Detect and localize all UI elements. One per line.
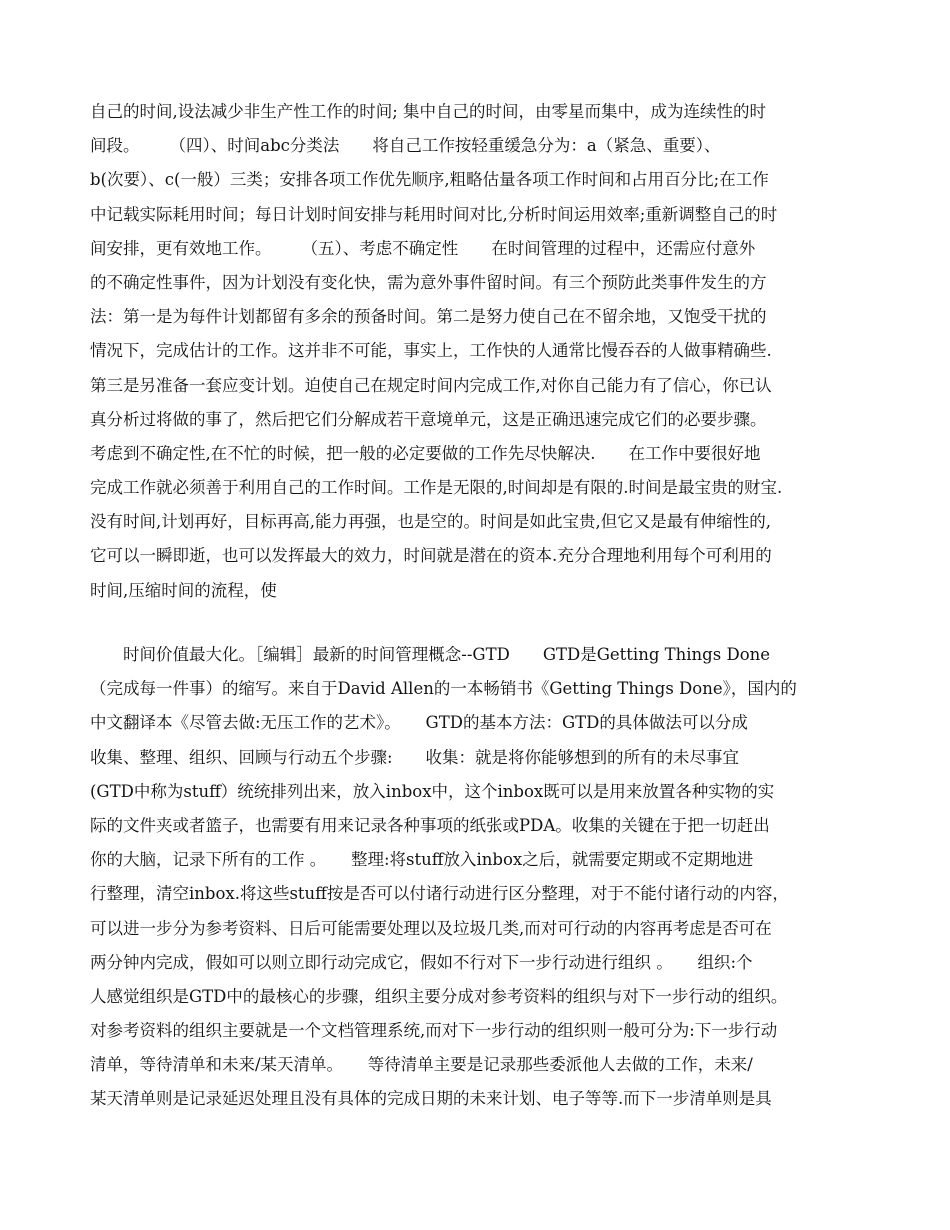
text-line: 情况下，完成估计的工作。这并非不可能，事实上，工作快的人通常比慢吞吞的人做事精确些. bbox=[90, 341, 772, 361]
text-line: 间段。 （四）、时间abc分类法 将自己工作按轻重缓急分为：a（紧急、重要）、 bbox=[90, 136, 721, 156]
text-line: b(次要）、c(一般）三类；安排各项工作优先顺序,粗略估量各项工作时间和占用百分比;在工作 bbox=[90, 170, 769, 190]
text-line: （完成每一件事）的缩写。来自于David Allen的一本畅销书《Getting Things Done》，国内的 bbox=[90, 679, 797, 699]
text-line: 考虑到不确定性,在不忙的时候，把一般的必定要做的工作先尽快解决. 在工作中要很好地 bbox=[90, 443, 761, 463]
text-line: 你的大脑，记录下所有的工作 。 整理:将stuff放入inbox之后，就需要定期或不定期地进 bbox=[90, 850, 754, 870]
text-line: 可以进一步分为参考资料、日后可能需要处理以及垃圾几类,而对可行动的内容再考虑是否可在 bbox=[90, 918, 772, 938]
text-line: 完成工作就必须善于利用自己的工作时间。工作是无限的,时间却是有限的.时间是最宝贵的财宝. bbox=[90, 478, 783, 498]
text-line: 法：第一是为每件计划都留有多余的预备时间。第二是努力使自己在不留余地，又饱受干扰的 bbox=[90, 307, 767, 327]
text-line: 两分钟内完成，假如可以则立即行动完成它，假如不行对下一步行动进行组织 。 组织:个 bbox=[90, 952, 753, 972]
text-line: (GTD中称为stuff）统统排列出来，放入inbox中，这个inbox既可以是用来放置各种实物的实 bbox=[90, 781, 775, 801]
text-line: 中文翻译本《尽管去做:无压工作的艺术》。 GTD的基本方法：GTD的具体做法可以分成 bbox=[90, 713, 748, 733]
text-line: 时间价值最大化。［编辑］最新的时间管理概念--GTD GTD是Getting Things Done bbox=[90, 645, 771, 664]
text-line: 的不确定性事件，因为计划没有变化快，需为意外事件留时间。有三个预防此类事件发生的方 bbox=[90, 272, 767, 292]
paragraph-gtd bbox=[90, 638, 797, 1117]
text-line: 对参考资料的组织主要就是一个文档管理系统,而对下一步行动的组织则一般可分为:下一步行动 bbox=[90, 1021, 778, 1041]
text-line: 行整理，清空inbox.将这些stuff按是否可以付诸行动进行区分整理，对于不能付诸行动的内容， bbox=[90, 884, 789, 904]
text-line: 中记载实际耗用时间；每日计划时间安排与耗用时间对比,分析时间运用效率;重新调整自己的时 bbox=[90, 204, 778, 224]
text-line: 它可以一瞬即逝，也可以发挥最大的效力，时间就是潜在的资本.充分合理地利用每个可利用的 bbox=[90, 546, 772, 566]
text-line: 第三是另准备一套应变计划。迫使自己在规定时间内完成工作,对你自己能力有了信心，你已认 bbox=[90, 375, 772, 395]
text-line: 人感觉组织是GTD中的最核心的步骤，组织主要分成对参考资料的组织与对下一步行动的组织。 bbox=[90, 986, 788, 1006]
text-line: 自己的时间,设法减少非生产性工作的时间; 集中自己的时间，由零星而集中，成为连续性的时 bbox=[90, 102, 767, 121]
text-line: 真分析过将做的事了，然后把它们分解成若干意境单元，这是正确迅速完成它们的必要步骤。 bbox=[90, 409, 767, 429]
text-line: 际的文件夹或者篮子，也需要有用来记录各种事项的纸张或PDA。收集的关键在于把一切赶出 bbox=[90, 815, 770, 835]
text-line: 清单，等待清单和未来/某天清单。 等待清单主要是记录那些委派他人去做的工作，未来/ bbox=[90, 1055, 753, 1075]
text-line: 收集、整理、组织、回顾与行动五个步骤: 收集：就是将你能够想到的所有的未尽事宜 bbox=[90, 747, 740, 767]
paragraph-time-management bbox=[90, 95, 782, 608]
text-line: 没有时间,计划再好，目标再高,能力再强，也是空的。时间是如此宝贵,但它又是最有伸缩性的, bbox=[90, 512, 771, 532]
text-line: 时间,压缩时间的流程，使 bbox=[90, 580, 277, 600]
text-line: 间安排，更有效地工作。 （五）、考虑不确定性 在时间管理的过程中，还需应付意外 bbox=[90, 238, 756, 258]
text-line: 某天清单则是记录延迟处理且没有具体的完成日期的未来计划、电子等等.而下一步清单则是具 bbox=[90, 1089, 772, 1109]
